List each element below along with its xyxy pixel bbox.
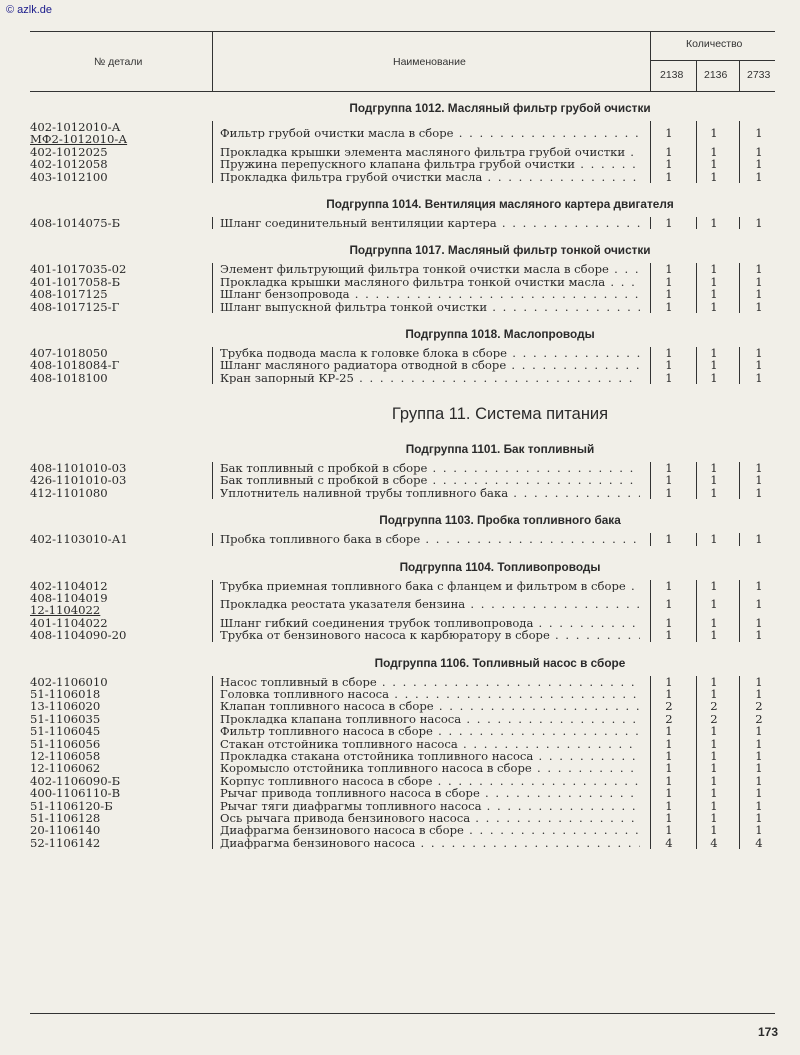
quantity: 1: [755, 597, 763, 612]
part-name: Прокладка крышки элемента масляного фильтра грубой очистки . . .: [220, 146, 640, 158]
table-row: [0, 738, 800, 750]
quantity: 1: [665, 262, 673, 277]
quantity: 1: [710, 761, 718, 776]
table-row: [0, 800, 800, 812]
quantity: 1: [755, 578, 763, 593]
quantity: 1: [710, 578, 718, 593]
part-name: Бак топливный с пробкой в сборе . . .: [220, 462, 640, 474]
quantity: 1: [710, 345, 718, 360]
part-number: 408-1018084-Г: [30, 359, 120, 372]
quantity: 1: [755, 798, 763, 813]
quantity: 1: [710, 736, 718, 751]
quantity: 2: [665, 711, 673, 726]
part-number: 402-1012058: [30, 158, 108, 171]
table-row: [0, 824, 800, 836]
table-row: [0, 263, 800, 275]
table-row: [0, 347, 800, 359]
subgroup-heading: Подгруппа 1012. Масляный фильтр грубой очистки: [349, 101, 651, 115]
footer-rule: [30, 1013, 775, 1014]
quantity: 1: [755, 773, 763, 788]
quantity: 1: [755, 144, 763, 159]
header-top-rule: [30, 31, 775, 32]
quantity: 2: [755, 711, 763, 726]
quantity: 1: [755, 358, 763, 373]
part-number: 403-1012100: [30, 170, 108, 183]
quantity: 1: [665, 370, 673, 385]
part-name: Уплотнитель наливной трубы топливного бака . . .: [220, 487, 640, 499]
column-header-name: Наименование: [393, 56, 466, 68]
quantity: 1: [665, 786, 673, 801]
quantity: 1: [665, 126, 673, 140]
part-number: 401-1017058-Б: [30, 275, 121, 289]
part-name: Ось рычага привода бензинового насоса . . .: [220, 812, 640, 824]
part-name: Прокладка крышки масляного фильтра тонкой очистки масла . . .: [220, 276, 640, 288]
part-number: 402-1012025: [30, 145, 108, 159]
quantity: 1: [710, 597, 718, 612]
part-number: 51-1106056: [30, 737, 101, 750]
model-2136: 2136: [704, 69, 728, 81]
quantity: 1: [665, 473, 673, 488]
table-row: [0, 676, 800, 688]
part-name: Трубка от бензинового насоса к карбюратору в сборе . . .: [220, 629, 640, 641]
part-number: 408-1104019 12-1104022: [30, 592, 208, 617]
model-2138: 2138: [660, 69, 684, 81]
part-name: Шланг масляного радиатора отводной в сборе . . .: [220, 359, 640, 371]
part-number: 426-1101010-03: [30, 474, 127, 487]
subgroup-heading: Подгруппа 1014. Вентиляция масляного картера двигателя: [326, 196, 674, 211]
subgroup-heading: Подгруппа 1104. Топливопроводы: [399, 559, 601, 574]
page-number: 173: [757, 1025, 778, 1039]
part-name: Фильтр грубой очистки масла в сборе . . .: [220, 127, 640, 139]
part-number: 402-1103010-А1: [30, 533, 128, 546]
quantity: 1: [755, 473, 763, 488]
column-header-part: № детали: [94, 56, 143, 68]
quantity: 1: [710, 532, 718, 547]
quantity: 1: [710, 810, 718, 825]
part-number: 12-1106058: [30, 749, 101, 763]
quantity: 1: [710, 157, 718, 172]
part-number: 408-1014075-Б: [30, 216, 121, 230]
table-row: [0, 700, 800, 712]
table-row: [0, 301, 800, 313]
table-row: [0, 288, 800, 300]
part-name: Трубка приемная топливного бака с фланцем и фильтром в сборе . . .: [220, 580, 640, 592]
part-number: 408-1017125: [30, 288, 108, 301]
part-number: 12-1106062: [30, 762, 101, 775]
quantity: 1: [665, 485, 673, 500]
part-name: Головка топливного насоса . . .: [220, 688, 640, 700]
quantity: 4: [665, 835, 673, 850]
quantity: 1: [755, 345, 763, 360]
part-number: 51-1106128: [30, 811, 101, 825]
quantity: 1: [665, 761, 673, 776]
quantity: 1: [755, 786, 763, 801]
table-row: [0, 713, 800, 725]
quantity: 1: [710, 773, 718, 788]
part-number: 412-1101080: [30, 486, 108, 500]
quantity: 1: [710, 823, 718, 838]
quantity: 1: [710, 628, 718, 643]
quantity: 1: [710, 615, 718, 630]
part-number: 408-1018100: [30, 371, 108, 385]
part-number: 51-1106018: [30, 688, 101, 701]
part-name: Пружина перепускного клапана фильтра грубой очистки . . .: [220, 158, 640, 170]
quantity: 1: [665, 773, 673, 788]
part-name: Коромысло отстойника топливного насоса в сборе . . .: [220, 762, 640, 774]
part-name: Корпус топливного насоса в сборе . . .: [220, 775, 640, 787]
quantity: 1: [755, 157, 763, 172]
part-number: 402-1106090-Б: [30, 774, 121, 788]
parts-list: [0, 95, 800, 849]
table-row: [0, 725, 800, 737]
quantity: 1: [710, 144, 718, 159]
quantity: 1: [710, 299, 718, 314]
quantity: 1: [710, 274, 718, 289]
model-2733: 2733: [747, 69, 771, 81]
part-name: Кран запорный КР-25 . . .: [220, 372, 640, 384]
part-name: Бак топливный с пробкой в сборе . . .: [220, 474, 640, 486]
quantity: 2: [710, 711, 718, 726]
subgroup-heading: Подгруппа 1103. Пробка топливного бака: [379, 513, 621, 528]
part-name: Элемент фильтрующий фильтра тонкой очистки масла в сборе . . .: [220, 263, 640, 275]
quantity: 1: [665, 345, 673, 360]
quantity: 1: [665, 597, 673, 612]
part-number: 51-1106045: [30, 725, 101, 738]
quantity: 1: [665, 299, 673, 314]
part-name: Прокладка реостата указателя бензина . . .: [220, 598, 640, 610]
quantity: 1: [665, 169, 673, 184]
quantity: 1: [710, 485, 718, 500]
quantity: 1: [755, 287, 763, 302]
quantity: 1: [710, 748, 718, 763]
part-number-alt: 12-1104022: [30, 603, 101, 617]
table-row: [0, 580, 800, 592]
quantity: 1: [755, 724, 763, 739]
part-name: Пробка топливного бака в сборе . . .: [220, 533, 640, 545]
quantity: 1: [710, 461, 718, 476]
quantity: 1: [710, 262, 718, 277]
quantity: 1: [710, 215, 718, 230]
quantity: 2: [710, 699, 718, 714]
part-name: Фильтр топливного насоса в сборе . . .: [220, 725, 640, 737]
part-name: Шланг бензопровода . . .: [220, 288, 640, 300]
part-number: 400-1106110-В: [30, 787, 121, 800]
quantity: 1: [665, 724, 673, 739]
part-name: Трубка подвода масла к головке блока в сборе . . .: [220, 347, 640, 359]
quantity: 1: [710, 169, 718, 184]
quantity: 1: [755, 169, 763, 184]
part-name: Стакан отстойника топливного насоса . . .: [220, 738, 640, 750]
quantity: 1: [665, 687, 673, 702]
table-row: [0, 462, 800, 474]
quantity: 1: [755, 215, 763, 230]
quantity: 1: [710, 358, 718, 373]
part-number: 52-1106142: [30, 836, 101, 850]
quantity: 1: [755, 274, 763, 289]
part-name: Рычаг тяги диафрагмы топливного насоса . . .: [220, 800, 640, 812]
quantity: 1: [755, 810, 763, 825]
table-row: [0, 487, 800, 499]
quantity: 1: [755, 687, 763, 702]
quantity: 1: [755, 748, 763, 763]
quantity: 1: [665, 615, 673, 630]
table-row: [0, 775, 800, 787]
quantity: 1: [665, 144, 673, 159]
quantity: 1: [665, 461, 673, 476]
part-name: Насос топливный в сборе . . .: [220, 676, 640, 688]
table-row: [0, 629, 800, 641]
quantity: 1: [755, 262, 763, 277]
part-number: 51-1106120-Б: [30, 799, 113, 812]
header-bottom-rule: [30, 91, 775, 92]
part-number: 402-1106010: [30, 675, 108, 689]
table-row: [0, 787, 800, 799]
part-number: 20-1106140: [30, 824, 101, 837]
quantity: 1: [665, 578, 673, 593]
table-row: [0, 617, 800, 629]
table-row: [0, 121, 800, 146]
part-number-alt: МФ2-1012010-А: [30, 132, 128, 146]
table-row: [0, 533, 800, 545]
table-row: [0, 592, 800, 617]
quantity: 2: [755, 699, 763, 714]
quantity: 1: [665, 157, 673, 172]
part-number: 408-1101010-03: [30, 462, 127, 475]
quantity: 1: [710, 287, 718, 302]
part-name: Шланг гибкий соединения трубок топливопровода . . .: [220, 617, 640, 629]
quantity: 1: [710, 370, 718, 385]
part-name: Диафрагма бензинового насоса . . .: [220, 837, 640, 849]
column-header-qty: Количество: [686, 38, 743, 50]
table-row: [0, 217, 800, 229]
quantity: 1: [755, 736, 763, 751]
quantity: 1: [755, 761, 763, 776]
quantity: 1: [755, 485, 763, 500]
quantity: 1: [710, 724, 718, 739]
quantity: 1: [755, 461, 763, 476]
quantity: 1: [755, 126, 763, 140]
quantity: 1: [710, 473, 718, 488]
quantity: 1: [665, 674, 673, 689]
quantity: 1: [710, 687, 718, 702]
quantity: 1: [755, 532, 763, 547]
quantity: 1: [665, 274, 673, 289]
table-row: [0, 812, 800, 824]
part-number: 401-1104022: [30, 616, 108, 630]
part-number: 408-1104090-20: [30, 629, 127, 642]
quantity: 1: [710, 674, 718, 689]
part-name: Шланг соединительный вентиляции картера . . .: [220, 217, 640, 229]
table-row: [0, 837, 800, 849]
quantity: 1: [755, 628, 763, 643]
part-number: 408-1017125-Г: [30, 300, 120, 313]
table-row: [0, 171, 800, 183]
quantity: 4: [710, 835, 718, 850]
part-name: Прокладка фильтра грубой очистки масла . . .: [220, 171, 640, 183]
quantity: 1: [665, 748, 673, 763]
quantity: 1: [755, 823, 763, 838]
quantity: 1: [755, 674, 763, 689]
quantity: 1: [665, 798, 673, 813]
table-row: [0, 146, 800, 158]
qty-sub-rule: [650, 60, 775, 61]
quantity: 1: [755, 370, 763, 385]
table-row: [0, 276, 800, 288]
quantity: 2: [665, 699, 673, 714]
subgroup-heading: Подгруппа 1101. Бак топливный: [405, 442, 595, 457]
quantity: 1: [710, 126, 718, 140]
group-heading: Группа 11. Система питания: [391, 405, 609, 424]
quantity: 1: [665, 287, 673, 302]
quantity: 1: [665, 628, 673, 643]
table-row: [0, 762, 800, 774]
quantity: 1: [755, 299, 763, 314]
table-row: [0, 474, 800, 486]
quantity: 1: [665, 810, 673, 825]
quantity: 1: [665, 532, 673, 547]
part-number: 51-1106035: [30, 712, 101, 726]
quantity: 1: [665, 823, 673, 838]
table-row: [0, 750, 800, 762]
subgroup-heading: Подгруппа 1018. Маслопроводы: [405, 326, 595, 341]
part-number: 402-1012010-А МФ2-1012010-А: [30, 121, 208, 146]
watermark: © azlk.de: [6, 4, 53, 16]
part-name: Прокладка клапана топливного насоса . . .: [220, 713, 640, 725]
table-row: [0, 372, 800, 384]
quantity: 4: [755, 835, 763, 850]
subgroup-heading: Подгруппа 1106. Топливный насос в сборе: [374, 655, 626, 670]
quantity: 1: [710, 798, 718, 813]
part-number: 402-1104012: [30, 579, 108, 593]
part-name: Прокладка стакана отстойника топливного насоса . . .: [220, 750, 640, 762]
part-number: 401-1017035-02: [30, 263, 127, 276]
table-row: [0, 359, 800, 371]
part-name: Клапан топливного насоса в сборе . . .: [220, 700, 640, 712]
part-number: 407-1018050: [30, 346, 108, 360]
table-row: [0, 158, 800, 170]
quantity: 1: [665, 358, 673, 373]
quantity: 1: [755, 615, 763, 630]
part-name: Рычаг привода топливного насоса в сборе . . .: [220, 787, 640, 799]
quantity: 1: [710, 786, 718, 801]
table-row: [0, 688, 800, 700]
subgroup-heading: Подгруппа 1017. Масляный фильтр тонкой очистки: [349, 243, 651, 258]
quantity: 1: [665, 215, 673, 230]
part-name: Шланг выпускной фильтра тонкой очистки . . .: [220, 301, 640, 313]
part-name: Диафрагма бензинового насоса в сборе . . .: [220, 824, 640, 836]
part-number: 13-1106020: [30, 700, 101, 713]
quantity: 1: [665, 736, 673, 751]
